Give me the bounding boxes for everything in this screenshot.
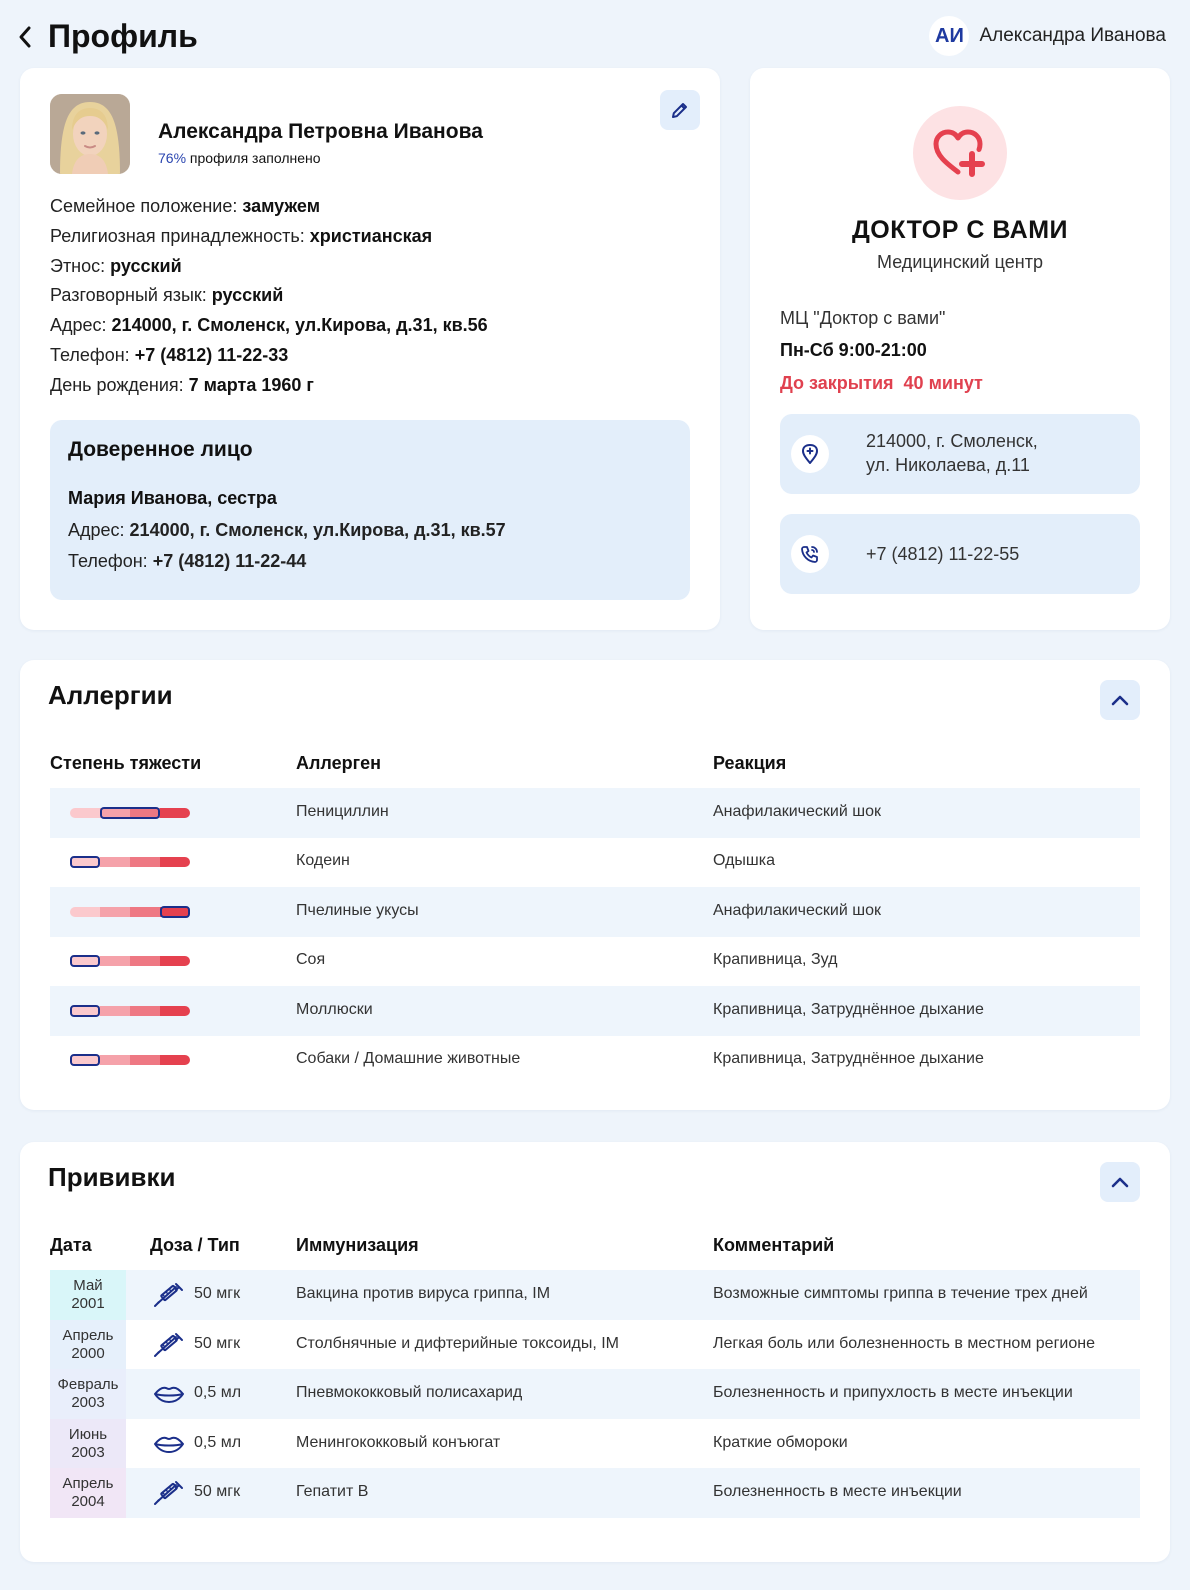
trusted-person-title: Доверенное лицо: [68, 438, 253, 461]
trusted-phone-label: Телефон:: [68, 551, 148, 571]
vaccination-year: 2003: [71, 1394, 105, 1411]
vaccination-year: 2001: [71, 1295, 105, 1312]
trusted-address-label: Адрес:: [68, 520, 125, 540]
vaccination-comment: Болезненность и припухлость в месте инъекции: [713, 1384, 1073, 1401]
severity-scale: [70, 857, 190, 867]
chevron-up-icon: [1110, 1175, 1130, 1189]
trusted-person-address: [68, 520, 506, 541]
location-pin-icon: [791, 435, 829, 473]
vaccinations-collapse-button[interactable]: [1100, 1162, 1140, 1202]
vaccination-name: Гепатит В: [296, 1483, 369, 1500]
profile-completion-percent: 76%: [158, 150, 187, 166]
top-bar: [0, 0, 1190, 70]
severity-marker: [160, 906, 190, 918]
vaccination-row[interactable]: [50, 1369, 1140, 1419]
allergies-col-reaction: Реакция: [713, 753, 787, 773]
severity-segment: [130, 1006, 160, 1016]
clinic-phone: +7 (4812) 11-22-55: [866, 544, 1020, 564]
profile-field: [50, 341, 488, 371]
vaccination-date: [50, 1270, 126, 1320]
allergies-title: Аллергии: [48, 680, 173, 710]
profile-field-label: Телефон:: [50, 344, 130, 365]
severity-segment: [100, 956, 130, 966]
profile-field-label: День рождения:: [50, 374, 184, 395]
trusted-address-value: 214000, г. Смоленск, ул.Кирова, д.31, кв.57: [129, 520, 506, 540]
allergy-reaction: Одышка: [713, 852, 776, 870]
severity-scale: [70, 1055, 190, 1065]
severity-segment: [130, 1055, 160, 1065]
user-avatar: АИ: [929, 16, 969, 56]
chevron-up-icon: [1110, 693, 1130, 707]
severity-scale: [70, 808, 190, 818]
profile-field-value: русский: [211, 285, 284, 306]
heart-plus-icon: [932, 128, 988, 178]
trusted-person-panel: [50, 420, 690, 600]
clinic-address-box[interactable]: [780, 414, 1140, 494]
severity-segment: [100, 857, 130, 867]
vaccination-row[interactable]: [50, 1419, 1140, 1469]
user-name: Александра Иванова: [979, 25, 1166, 46]
allergy-row[interactable]: [50, 788, 1140, 838]
severity-marker: [100, 807, 160, 819]
edit-profile-button[interactable]: [660, 90, 700, 130]
profile-field: [50, 252, 488, 282]
vaccination-comment: Легкая боль или болезненность в местном регионе: [713, 1334, 1095, 1352]
phone-icon: [791, 535, 829, 573]
trusted-person-phone: [68, 551, 306, 572]
allergy-allergen: Соя: [296, 951, 326, 969]
severity-segment: [160, 1006, 190, 1016]
profile-field-value: 7 марта 1960 г: [188, 374, 314, 395]
vaccination-month: Апрель: [62, 1326, 114, 1344]
profile-photo: [50, 94, 130, 174]
vaccination-name: Пневмококковый полисахарид: [296, 1384, 523, 1401]
severity-marker: [70, 856, 100, 868]
page-title: Профиль: [48, 18, 198, 54]
severity-segment: [100, 1055, 130, 1065]
profile-field-value: +7 (4812) 11-22-33: [134, 344, 289, 365]
clinic-org-name: МЦ "Доктор с вами": [780, 308, 946, 328]
trusted-person-name: Мария Иванова, сестра: [68, 488, 277, 508]
vaccination-comment: Болезненность в месте инъекции: [713, 1483, 962, 1500]
severity-marker: [70, 1005, 100, 1017]
severity-segment: [70, 907, 100, 917]
profile-completion: [158, 150, 321, 166]
vaccinations-col-comment: Комментарий: [713, 1235, 835, 1255]
syringe-icon: [152, 1332, 186, 1358]
vaccination-comment: Краткие обмороки: [713, 1433, 848, 1451]
profile-completion-label: профиля заполнено: [189, 150, 321, 166]
vaccination-year: 2003: [71, 1443, 105, 1461]
severity-segment: [160, 956, 190, 966]
profile-field-value: христианская: [309, 225, 433, 246]
profile-field: [50, 281, 488, 311]
allergies-collapse-button[interactable]: [1100, 680, 1140, 720]
allergy-row[interactable]: [50, 986, 1140, 1036]
severity-segment: [70, 808, 100, 818]
allergy-allergen: Пенициллин: [296, 803, 389, 820]
severity-marker: [70, 955, 100, 967]
vaccination-dose: 0,5 мл: [194, 1433, 242, 1451]
vaccination-year: 2004: [71, 1493, 105, 1510]
severity-scale: [70, 956, 190, 966]
avatar-photo-icon: [50, 94, 130, 174]
profile-field: [50, 311, 488, 341]
allergy-reaction: Крапивница, Затруднённое дыхание: [713, 1000, 984, 1018]
back-button[interactable]: [14, 22, 38, 52]
clinic-logo: [913, 106, 1007, 200]
clinic-card: [750, 68, 1170, 630]
vaccination-year: 2000: [71, 1344, 105, 1362]
vaccination-row[interactable]: [50, 1468, 1140, 1518]
vaccination-dose: 50 мгк: [194, 1483, 241, 1500]
clinic-closing-label: До закрытия: [780, 373, 894, 393]
vaccination-date: [50, 1320, 126, 1370]
profile-field-value: замужем: [242, 196, 321, 216]
vaccination-name: Вакцина против вируса гриппа, IM: [296, 1285, 551, 1302]
severity-segment: [130, 857, 160, 867]
clinic-phone-box[interactable]: [780, 514, 1140, 594]
syringe-icon: [152, 1480, 186, 1506]
allergies-col-allergen: Аллерген: [296, 753, 382, 773]
allergies-section: [20, 660, 1170, 1110]
allergy-row[interactable]: [50, 887, 1140, 937]
allergy-reaction: Анафилакический шок: [713, 803, 881, 820]
clinic-address-line1: 214000, г. Смоленск,: [866, 431, 1038, 451]
trusted-phone-value: +7 (4812) 11-22-44: [152, 551, 307, 571]
allergy-allergen: Кодеин: [296, 852, 350, 870]
vaccination-date: [50, 1419, 126, 1469]
vaccination-dose: 0,5 мл: [194, 1384, 242, 1401]
allergy-reaction: Крапивница, Затруднённое дыхание: [713, 1050, 984, 1067]
profile-field-value: 214000, г. Смоленск, ул.Кирова, д.31, кв.56: [111, 315, 488, 336]
vaccination-month: Апрель: [62, 1475, 114, 1492]
vaccination-date: [50, 1468, 126, 1518]
vaccination-dose: 50 мгк: [194, 1334, 241, 1352]
severity-scale: [70, 1006, 190, 1016]
clinic-hours: Пн-Сб 9:00-21:00: [780, 340, 927, 360]
syringe-icon: [152, 1282, 186, 1308]
vaccinations-col-dose: Доза / Тип: [150, 1235, 240, 1255]
profile-card: [20, 68, 720, 630]
allergy-allergen: Собаки / Домашние животные: [296, 1050, 521, 1067]
profile-full-name: Александра Петровна Иванова: [158, 120, 483, 143]
severity-marker: [70, 1054, 100, 1066]
severity-segment: [100, 907, 130, 917]
profile-field-label: Адрес:: [50, 315, 107, 336]
profile-field: [50, 222, 488, 252]
profile-field-value: русский: [110, 255, 182, 276]
allergy-row[interactable]: [50, 1035, 1140, 1085]
vaccination-month: Февраль: [57, 1376, 119, 1393]
profile-info-list: [50, 192, 488, 401]
clinic-closing-time: 40 минут: [903, 373, 983, 393]
severity-segment: [130, 907, 160, 917]
allergies-col-severity: Степень тяжести: [50, 753, 202, 773]
allergy-reaction: Анафилакический шок: [713, 901, 881, 919]
allergy-allergen: Пчелиные укусы: [296, 901, 419, 919]
chevron-left-icon: [14, 22, 38, 52]
profile-field-label: Религиозная принадлежность:: [50, 225, 305, 246]
profile-field-label: Семейное положение:: [50, 196, 238, 216]
pencil-icon: [670, 100, 690, 120]
clinic-subtitle: Медицинский центр: [877, 252, 1043, 272]
clinic-address: [866, 429, 1038, 477]
severity-segment: [160, 808, 190, 818]
allergy-reaction: Крапивница, Зуд: [713, 951, 838, 969]
vaccinations-col-date: Дата: [50, 1235, 92, 1255]
lips-icon: [152, 1381, 186, 1407]
profile-field-label: Этнос:: [50, 255, 106, 276]
vaccination-row[interactable]: [50, 1270, 1140, 1320]
profile-field: [50, 192, 488, 222]
vaccinations-col-immunization: Иммунизация: [296, 1235, 419, 1255]
allergy-row[interactable]: [50, 936, 1140, 986]
user-menu[interactable]: [929, 16, 1166, 56]
profile-field-label: Разговорный язык:: [50, 285, 207, 306]
vaccination-month: Июнь: [68, 1425, 108, 1443]
clinic-closing-status: [780, 373, 983, 394]
vaccination-dose: 50 мгк: [194, 1285, 241, 1302]
vaccinations-section: [20, 1142, 1170, 1562]
vaccinations-title: Прививки: [48, 1162, 176, 1192]
clinic-address-line2: ул. Николаева, д.11: [866, 455, 1030, 475]
vaccination-comment: Возможные симптомы гриппа в течение трех дней: [713, 1285, 1088, 1302]
vaccination-month: Май: [73, 1277, 103, 1294]
severity-segment: [100, 1006, 130, 1016]
allergy-allergen: Моллюски: [296, 1000, 373, 1018]
lips-icon: [152, 1431, 186, 1457]
vaccination-row[interactable]: [50, 1320, 1140, 1370]
clinic-name: ДОКТОР С ВАМИ: [851, 216, 1068, 244]
severity-segment: [160, 857, 190, 867]
allergy-row[interactable]: [50, 837, 1140, 887]
severity-scale: [70, 907, 190, 917]
vaccination-name: Столбнячные и дифтерийные токсоиды, IM: [296, 1334, 619, 1352]
severity-segment: [160, 1055, 190, 1065]
vaccination-name: Менингококковый конъюгат: [296, 1433, 501, 1451]
profile-field: [50, 371, 488, 401]
severity-segment: [130, 956, 160, 966]
vaccination-date: [50, 1369, 126, 1419]
